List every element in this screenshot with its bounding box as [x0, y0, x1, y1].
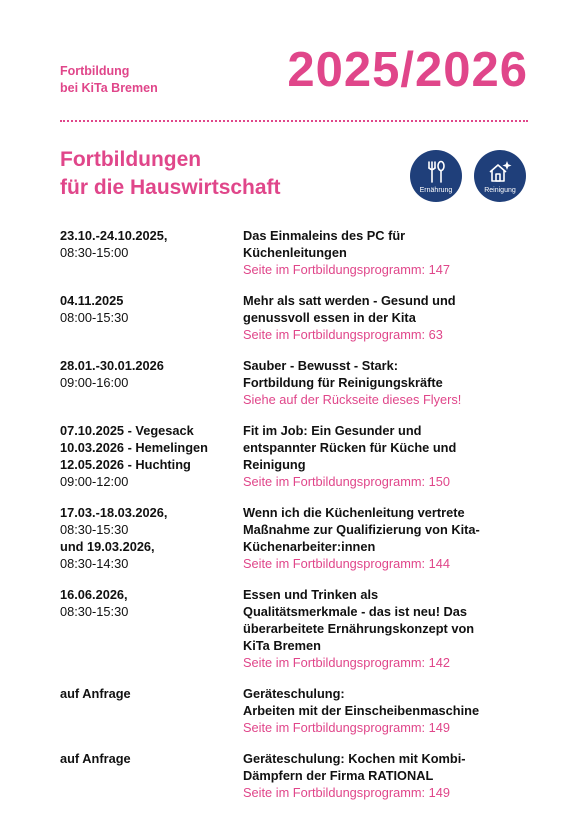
course-title-line: Maßnahme zur Qualifizierung von Kita-: [243, 522, 480, 537]
course-page-ref: Seite im Fortbildungsprogramm: 142: [243, 655, 450, 670]
brand-label-line2: bei KiTa Bremen: [60, 81, 158, 95]
course-info: [243, 357, 535, 408]
course-info: [243, 504, 535, 572]
course-date-line: 12.05.2026 - Huchting: [60, 457, 191, 472]
house-sparkle-icon: [487, 159, 513, 185]
course-date: [60, 422, 243, 490]
course-info: [243, 292, 535, 343]
course-date-line: 07.10.2025 - Vegesack: [60, 423, 194, 438]
section-heading-line2: für die Hauswirtschaft: [60, 176, 281, 199]
course-row: [60, 685, 535, 736]
course-date: [60, 685, 243, 736]
course-list: [60, 227, 535, 801]
course-date: [60, 357, 243, 408]
course-date-line: 04.11.2025: [60, 293, 124, 308]
dotted-divider: [60, 120, 528, 122]
course-info: [243, 227, 535, 278]
course-date-line: 17.03.-18.03.2026,: [60, 505, 168, 520]
course-date-line: 10.03.2026 - Hemelingen: [60, 440, 208, 455]
course-page-ref: Seite im Fortbildungsprogramm: 149: [243, 785, 450, 800]
category-badges: [410, 150, 526, 202]
course-title-line: Fit im Job: Ein Gesunder und: [243, 423, 422, 438]
course-info: [243, 586, 535, 671]
course-title-line: Wenn ich die Küchenleitung vertrete: [243, 505, 465, 520]
course-date-line: auf Anfrage: [60, 751, 131, 766]
section-heading-line1: Fortbildungen: [60, 148, 202, 171]
brand-label-line1: Fortbildung: [60, 64, 130, 78]
course-title-line: Sauber - Bewusst - Stark:: [243, 358, 399, 373]
course-title-line: Reinigung: [243, 457, 306, 472]
course-title-line: KiTa Bremen: [243, 638, 321, 653]
course-row: [60, 422, 535, 490]
course-page-ref: Seite im Fortbildungsprogramm: 147: [243, 262, 450, 277]
course-date: [60, 586, 243, 671]
cleaning-badge: [474, 150, 526, 202]
course-date-line: und 19.03.2026,: [60, 539, 155, 554]
course-title-line: Arbeiten mit der Einscheibenmaschine: [243, 703, 480, 718]
course-date-line: 08:00-15:30: [60, 310, 129, 325]
course-page-ref: Seite im Fortbildungsprogramm: 63: [243, 327, 443, 342]
course-title-line: Qualitätsmerkmale - das ist neu! Das: [243, 604, 468, 619]
course-title-line: Fortbildung für Reinigungskräfte: [243, 375, 443, 390]
nutrition-badge: [410, 150, 462, 202]
course-row: [60, 586, 535, 671]
course-row: [60, 750, 535, 801]
course-title-line: Essen und Trinken als: [243, 587, 379, 602]
course-title-line: Geräteschulung: Kochen mit Kombi-: [243, 751, 466, 766]
course-title-line: genussvoll essen in der Kita: [243, 310, 416, 325]
fork-spoon-icon: [423, 159, 449, 185]
course-title-line: Das Einmaleins des PC für: [243, 228, 406, 243]
course-page-ref: Siehe auf der Rückseite dieses Flyers!: [243, 392, 462, 407]
course-info: [243, 422, 535, 490]
course-page-ref: Seite im Fortbildungsprogramm: 149: [243, 720, 450, 735]
section-heading: [60, 146, 281, 202]
course-title-line: entspannter Rücken für Küche und: [243, 440, 457, 455]
course-title-line: Küchenarbeiter:innen: [243, 539, 376, 554]
course-page-ref: Seite im Fortbildungsprogramm: 144: [243, 556, 450, 571]
course-date-line: 09:00-16:00: [60, 375, 129, 390]
cleaning-badge-label: Reinigung: [484, 186, 516, 194]
course-info: [243, 750, 535, 801]
course-date: [60, 504, 243, 572]
course-title-line: Küchenleitungen: [243, 245, 347, 260]
course-title-line: Geräteschulung:: [243, 686, 345, 701]
course-row: [60, 292, 535, 343]
course-date-line: 23.10.-24.10.2025,: [60, 228, 168, 243]
course-date: [60, 292, 243, 343]
course-date-line: auf Anfrage: [60, 686, 131, 701]
course-info: [243, 685, 535, 736]
course-row: [60, 357, 535, 408]
course-date-line: 28.01.-30.01.2026: [60, 358, 164, 373]
course-date-line: 09:00-12:00: [60, 474, 129, 489]
course-title-line: überarbeitete Ernährungskonzept von: [243, 621, 475, 636]
course-date: [60, 227, 243, 278]
nutrition-badge-label: Ernährung: [419, 186, 453, 194]
course-row: [60, 504, 535, 572]
course-date-line: 08:30-15:30: [60, 522, 129, 537]
course-page-ref: Seite im Fortbildungsprogramm: 150: [243, 474, 450, 489]
year-title: 2025/2026: [287, 43, 528, 97]
course-title-line: Dämpfern der Firma RATIONAL: [243, 768, 434, 783]
course-date-line: 08:30-15:30: [60, 604, 129, 619]
course-row: [60, 227, 535, 278]
course-date-line: 16.06.2026,: [60, 587, 128, 602]
course-title-line: Mehr als satt werden - Gesund und: [243, 293, 456, 308]
course-date-line: 08:30-15:00: [60, 245, 129, 260]
course-date-line: 08:30-14:30: [60, 556, 129, 571]
brand-label: [60, 63, 158, 97]
course-date: [60, 750, 243, 801]
